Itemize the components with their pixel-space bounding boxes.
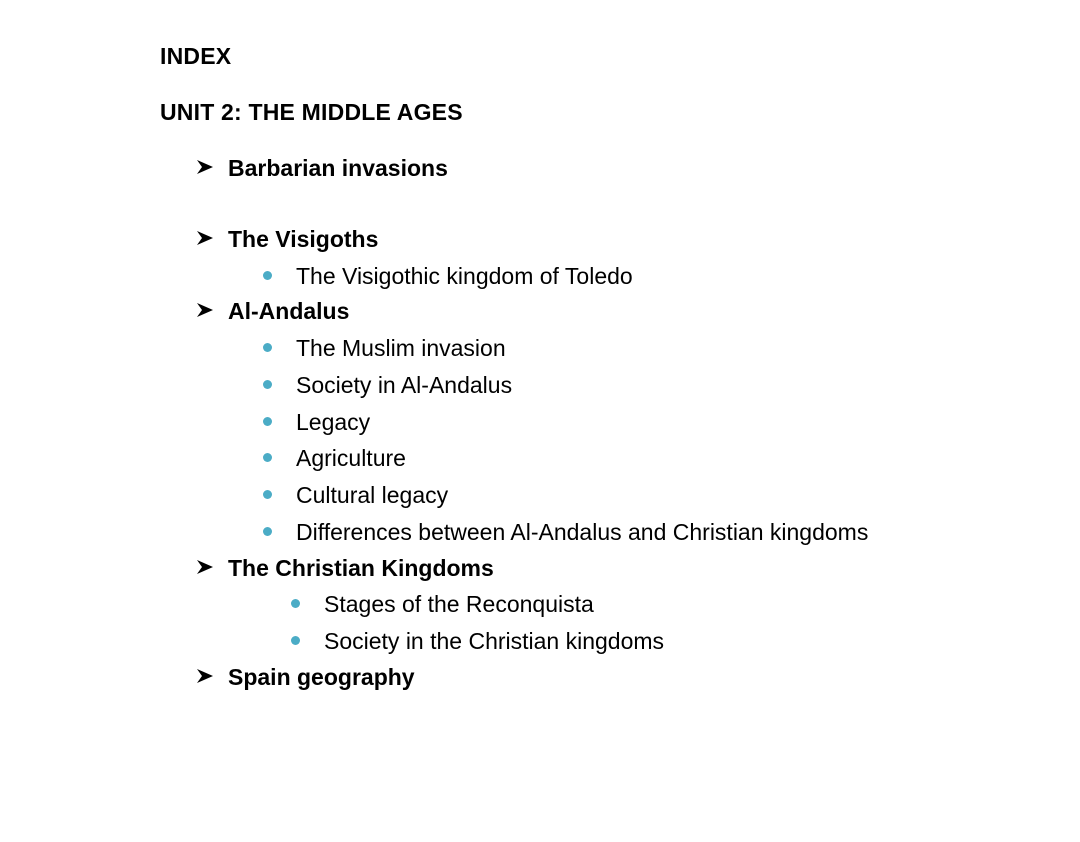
round-bullet-icon [263, 490, 272, 499]
round-bullet-icon [263, 417, 272, 426]
section-title: Spain geography [228, 664, 415, 690]
arrowhead-bullet-icon [196, 667, 214, 685]
list-item-label: Cultural legacy [296, 482, 449, 508]
section-title: The Christian Kingdoms [228, 555, 494, 581]
index-heading: INDEX [160, 43, 232, 69]
round-bullet-icon [263, 527, 272, 536]
arrowhead-bullet-icon [196, 558, 214, 576]
list-item-label: Differences between Al-Andalus and Christian kingdoms [296, 519, 869, 545]
unit-title: UNIT 2: THE MIDDLE AGES [160, 99, 463, 125]
list-item-label: Agriculture [296, 445, 406, 471]
round-bullet-icon [263, 271, 272, 280]
round-bullet-icon [263, 343, 272, 352]
list-item-label: Stages of the Reconquista [324, 591, 594, 617]
list-item-label: Society in the Christian kingdoms [324, 628, 665, 654]
round-bullet-icon [291, 636, 300, 645]
arrowhead-bullet-icon [196, 301, 214, 319]
list-item-label: The Visigothic kingdom of Toledo [296, 263, 633, 289]
list-item-label: The Muslim invasion [296, 335, 506, 361]
section-title: The Visigoths [228, 226, 379, 252]
round-bullet-icon [263, 380, 272, 389]
round-bullet-icon [263, 453, 272, 462]
arrowhead-bullet-icon [196, 229, 214, 247]
section-title: Barbarian invasions [228, 155, 448, 181]
list-item-label: Legacy [296, 409, 371, 435]
section-title: Al-Andalus [228, 298, 350, 324]
list-item-label: Society in Al-Andalus [296, 372, 513, 398]
round-bullet-icon [291, 599, 300, 608]
arrowhead-bullet-icon [196, 158, 214, 176]
